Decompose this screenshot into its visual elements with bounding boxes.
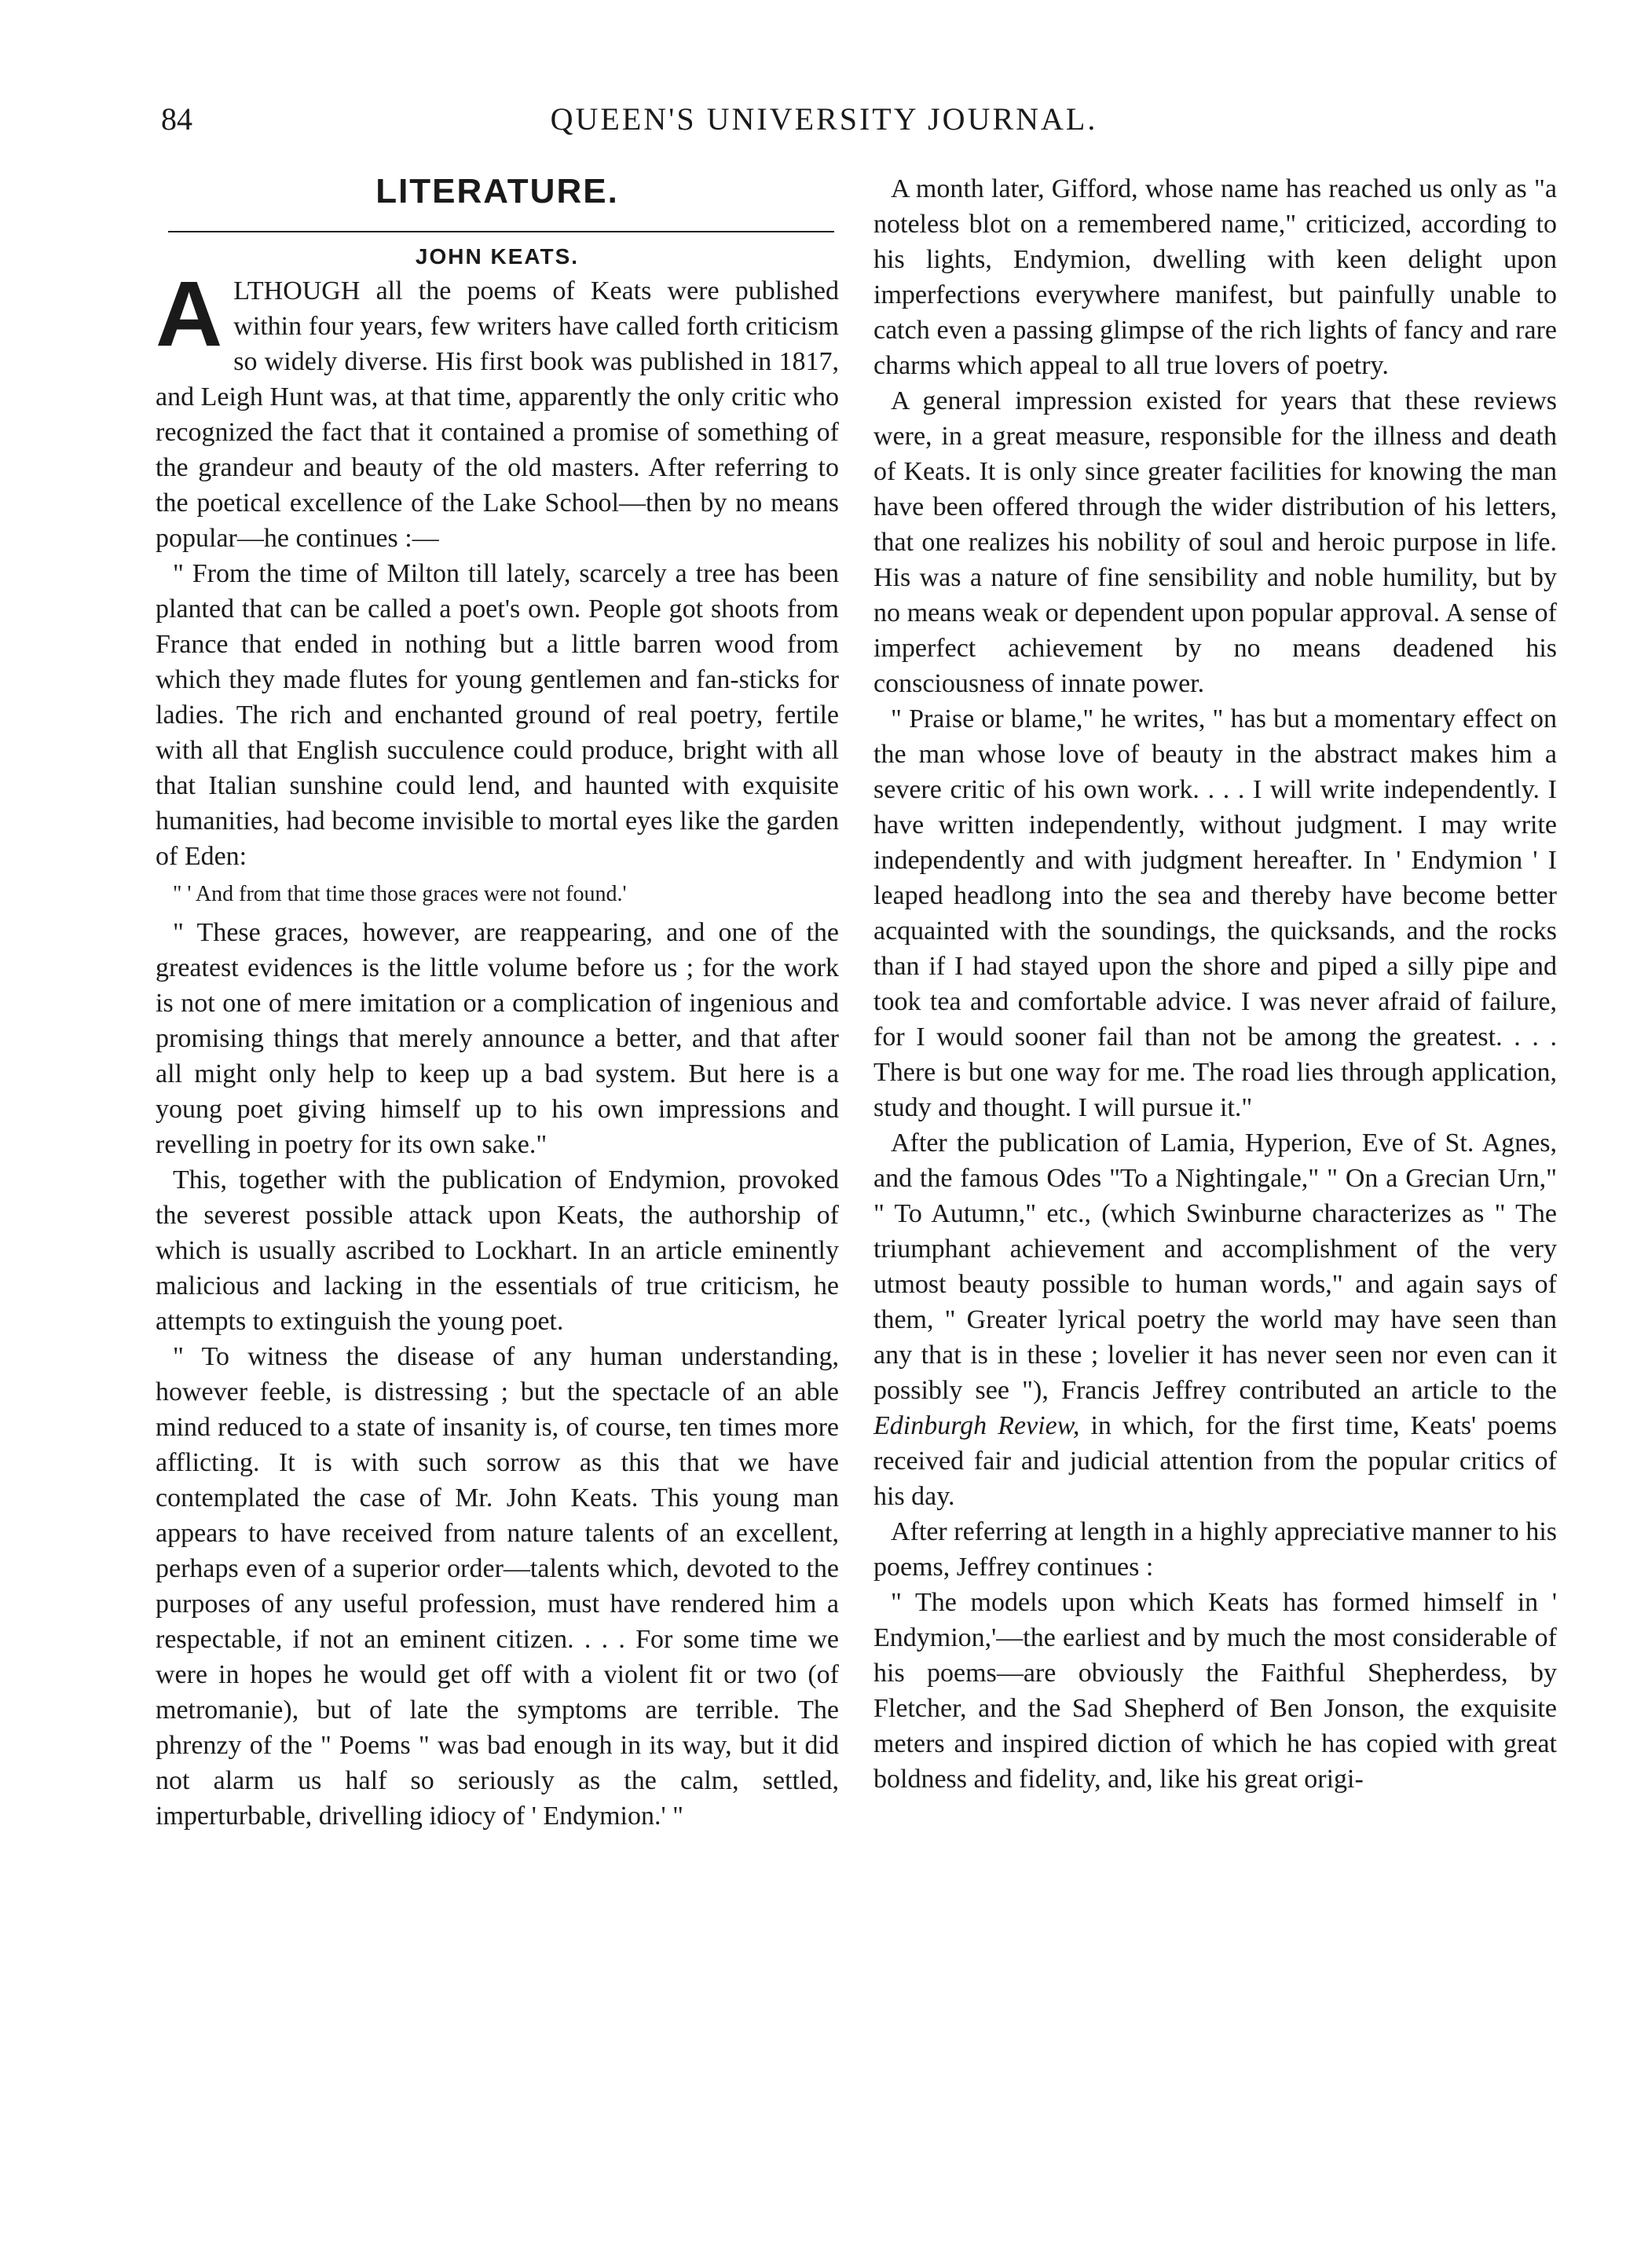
paragraph-endymion-attack: This, together with the publication of Endymion, provoked the severest possible attack upon Keats, the authorship of which is usually ascribed to Lockhart. In an article eminently malicious and lacking in the essentials of true criticism, he attempts to extinguish the young poet. xyxy=(156,1165,839,1336)
paragraph-jeffrey-quote: " The models upon which Keats has formed himself in ' Endymion,'—the earliest and by much the most considerable of his poems—are obviously the Faithful Shepherdess, by Fletcher, and the Sad Shepherd of Ben Jonson, the exquisite meters and inspired diction of which he has copied with great boldness and fidelity, and, like his great origi- xyxy=(873,1588,1557,1794)
paragraph-keats-letter-quote: " Praise or blame," he writes, " has but a momentary effect on the man whose love of beauty in the abstract makes him a severe critic of his own work. . . . I will write independently. I have written independently, without judgment. I may write independently and with judgment hereafter. In ' Endymion ' I leaped headlong into the sea and thereby have become better acquainted with the soundings, the quicksands, and the rocks than if I had stayed upon the shore and piped a silly pipe and took tea and comfortable advice. I was never afraid of failure, for I would sooner fail than not be among the greatest. . . . There is but one way for me. The road lies through application, study and thought. I will pursue it." xyxy=(873,704,1557,1122)
paragraph-lockhart-quote: " To witness the disease of any human understanding, however feeble, is distressing ; but the spectacle of an able mind reduced to a state of insanity is, of course, ten times more afflicting. It is with such sorrow as this that we have contemplated the case of Mr. John Keats. This young man appears to have received from nature talents of an excellent, perhaps even of a superior order—talents which, devoted to the purposes of any useful profession, must have rendered him a respectable, if not an eminent citizen. . . . For some time we were in hopes he would get off with a violent fit or two (of metromanie), but of late the symptoms are terrible. The phrenzy of the " Poems " was bad enough in its way, but it did not alarm us half so seriously as the calm, settled, imperturbable, drivelling idiocy of ' Endymion.' " xyxy=(156,1342,839,1831)
verse-quote: " ' And from that time those graces were not found.' xyxy=(173,882,627,906)
section-divider xyxy=(168,231,834,232)
journal-running-head: QUEEN'S UNIVERSITY JOURNAL. xyxy=(550,101,1098,137)
paragraph-text: LTHOUGH all the poems of Keats were published within four years, few writers have called forth criticism so widely diverse. His first book was published in 1817, and Leigh Hunt was, at that time, apparently the only critic who recognized the fact that it contained a promise of something of the grandeur and beauty of the old masters. After referring to the poetical excellence of the Lake School—then by no means popular—he continues :— xyxy=(156,276,839,553)
paragraph-hunt-quote-cont: " These graces, however, are reappearing, and one of the greatest evidences is the little volume before us ; for the work is not one of mere imitation or a complication of ingenious and promising things that merely announce a better, and that after all might only help to keep up a bad system. But here is a young poet giving himself up to his own impressions and revelling in poetry for its own sake." xyxy=(156,918,839,1159)
paragraph-opening xyxy=(156,262,839,556)
page-number: 84 xyxy=(161,101,192,137)
publication-title: Edinburgh Review, xyxy=(873,1411,1080,1440)
paragraph-text: After the publication of Lamia, Hyperion, Eve of St. Agnes, and the famous Odes "To a Nightingale," " On a Grecian Urn," " To Autumn," etc., (which Swinburne characterizes as " The triumphant achievement and accomplishment of the very utmost beauty possible to human words," and again says of them, " Greater lyrical poetry the world may have seen than any that is in these ; lovelier it has never seen nor even can it possibly see "), Francis Jeffrey contributed an article to the xyxy=(873,1129,1557,1405)
article-title: JOHN KEATS. xyxy=(415,244,580,269)
section-title: LITERATURE. xyxy=(375,172,619,210)
right-column xyxy=(873,171,1557,1797)
left-column xyxy=(156,165,839,1834)
paragraph-gifford: A month later, Gifford, whose name has reached us only as "a noteless blot on a remembered name," criticized, according to his lights, Endymion, dwelling with keen delight upon imperfections everywhere manifest, but painfully unable to catch even a passing glimpse of the rich lights of fancy and rare charms which appeal to all true lovers of poetry. xyxy=(873,174,1557,380)
paragraph-general-impression: A general impression existed for years that these reviews were, in a great measure, responsible for the illness and death of Keats. It is only since greater facilities for knowing the man have been offered through the wider distribution of his letters, that one realizes his nobility of soul and heroic purpose in life. His was a nature of fine sensibility and noble humility, but by no means weak or dependent upon popular approval. A sense of imperfect achievement by no means deadened his consciousness of innate power. xyxy=(873,386,1557,698)
paragraph-jeffrey-intro: After referring at length in a highly appreciative manner to his poems, Jeffrey continues : xyxy=(873,1517,1557,1582)
paragraph-text: in which, for the first time, Keats' poems received fair and judicial attention from the popular critics of his day. xyxy=(873,1411,1558,1511)
paragraph-hunt-quote: " From the time of Milton till lately, scarcely a tree has been planted that can be called a poet's own. People got shoots from France that ended in nothing but a little barren wood from which they made flutes for young gentlemen and fan-sticks for ladies. The rich and enchanted ground of real poetry, fertile with all that English succulence could produce, bright with all that Italian sunshine could lend, and haunted with exquisite humanities, had become invisible to mortal eyes like the garden of Eden: xyxy=(156,559,839,871)
paragraph-jeffrey xyxy=(873,1125,1557,1514)
drop-cap: A xyxy=(156,262,223,366)
